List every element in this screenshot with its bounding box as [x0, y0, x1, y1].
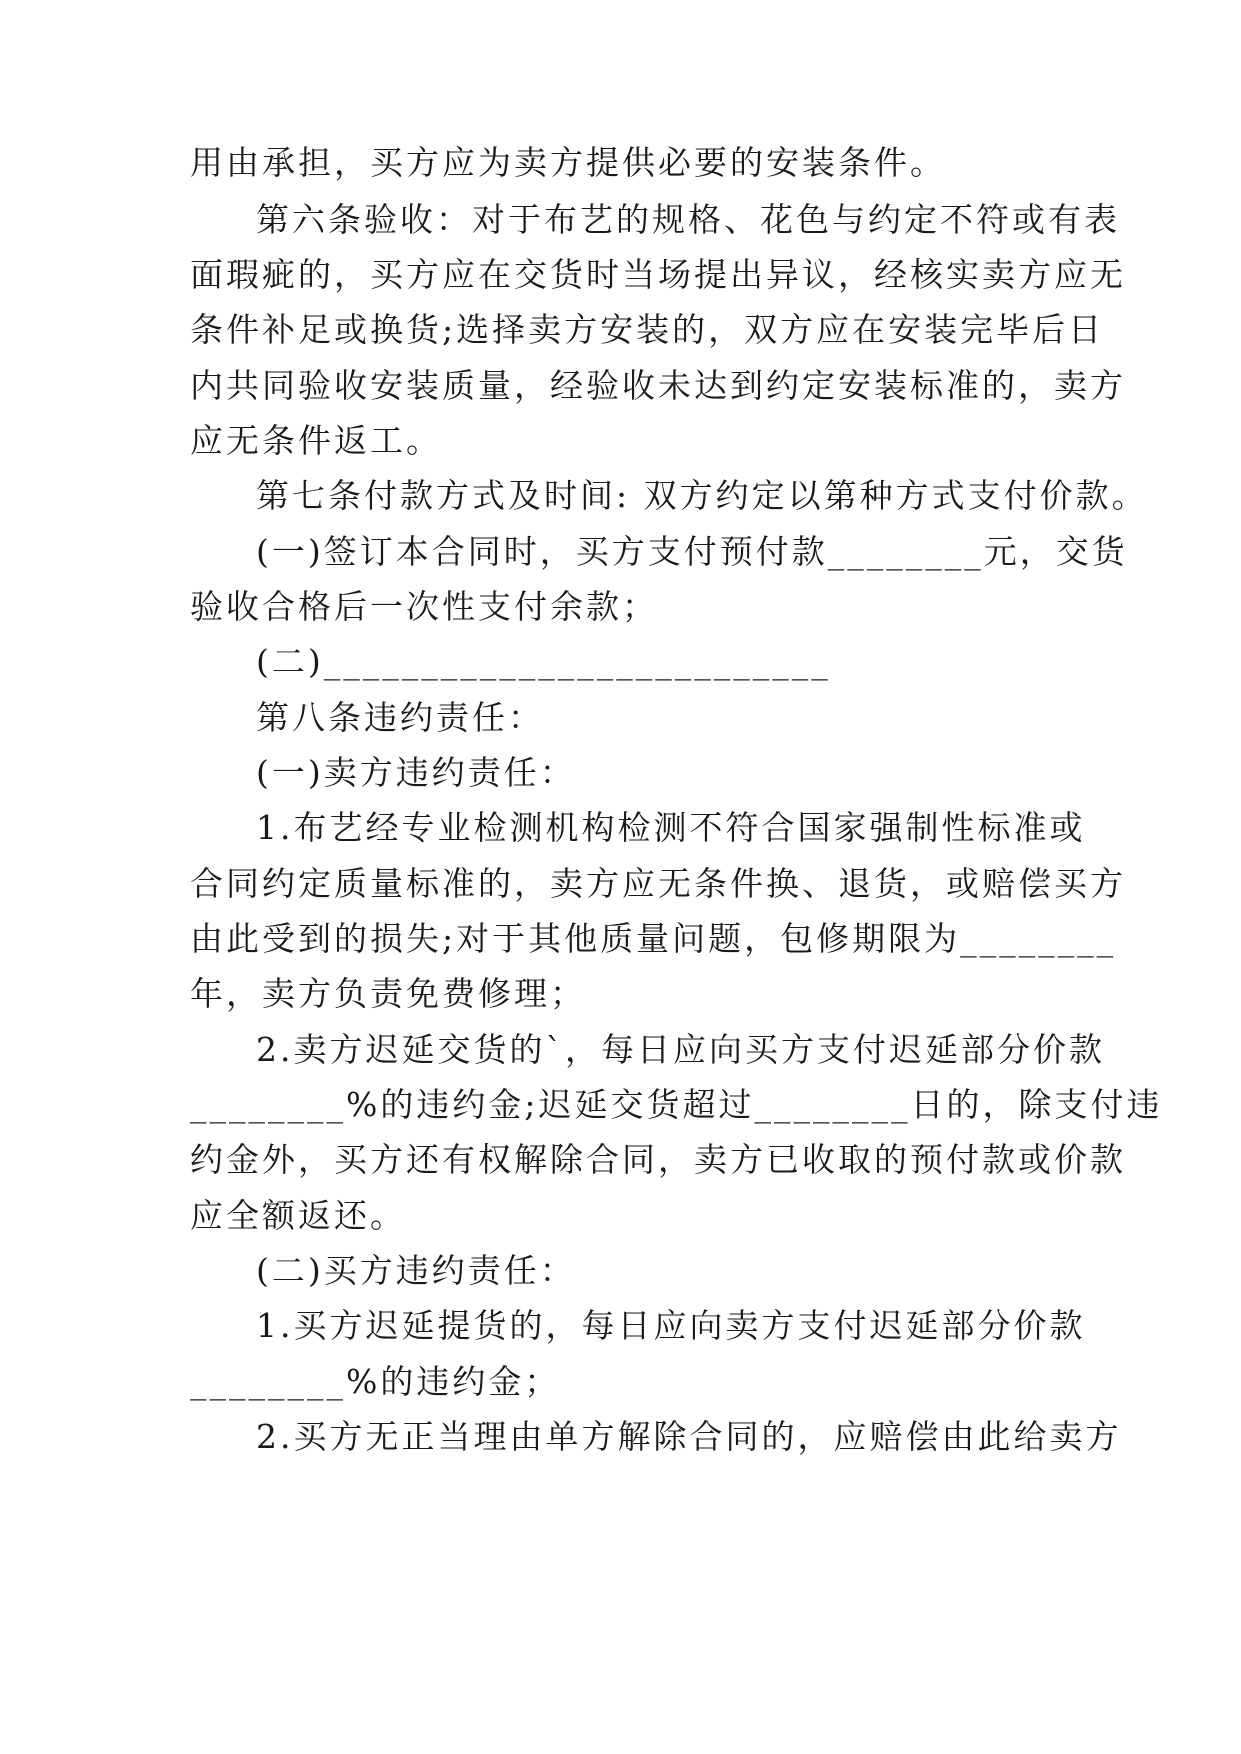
text-line: (一)卖方违约责任： — [256, 753, 576, 792]
text-line: ________%的违约金； — [190, 1362, 561, 1401]
text-line: 第七条付款方式及时间: 双方约定以第种方式支付价款。 — [256, 476, 1148, 515]
text-line: 2.卖方迟延交货的`，每日应向买方支付迟延部分价款 — [256, 1030, 1105, 1069]
text-line: 1.布艺经专业检测机构检测不符合国家强制性标准或 — [256, 808, 1086, 847]
text-line: 约金外，买方还有权解除合同，卖方已收取的预付款或价款 — [190, 1140, 1126, 1179]
text-line: 由此受到的损失;对于其他质量问题，包修期限为________ — [190, 919, 1117, 958]
text-line: 内共同验收安装质量，经验收未达到约定安装标准的，卖方 — [190, 366, 1126, 405]
text-line: 2.买方无正当理由单方解除合同的，应赔偿由此给卖方 — [256, 1417, 1122, 1456]
text-line: (二)__________________________ — [256, 642, 831, 681]
text-line: (二)买方违约责任： — [256, 1251, 576, 1290]
text-line: 合同约定质量标准的，卖方应无条件换、退货，或赔偿买方 — [190, 864, 1126, 903]
text-line: 第六条验收：对于布艺的规格、花色与约定不符或有表 — [256, 200, 1120, 239]
text-line: 应全额返还。 — [190, 1196, 406, 1235]
text-line: 条件补足或换货;选择卖方安装的，双方应在安装完毕后日 — [190, 310, 1105, 349]
text-line: 年，卖方负责免费修理； — [190, 974, 586, 1013]
text-line: 1.买方迟延提货的，每日应向卖方支付迟延部分价款 — [256, 1306, 1086, 1345]
text-line: 面瑕疵的，买方应在交货时当场提出异议，经核实卖方应无 — [190, 255, 1126, 294]
text-line: 用由承担，买方应为卖方提供必要的安装条件。 — [190, 143, 946, 182]
text-line: 第八条违约责任： — [256, 698, 544, 737]
text-line: 应无条件返工。 — [190, 421, 442, 460]
text-line: (一)签订本合同时，买方支付预付款________元，交货 — [256, 532, 1128, 571]
text-line: 验收合格后一次性支付余款； — [190, 587, 658, 626]
text-line: ________%的违约金;迟延交货超过________日的，除支付违 — [190, 1085, 1163, 1124]
